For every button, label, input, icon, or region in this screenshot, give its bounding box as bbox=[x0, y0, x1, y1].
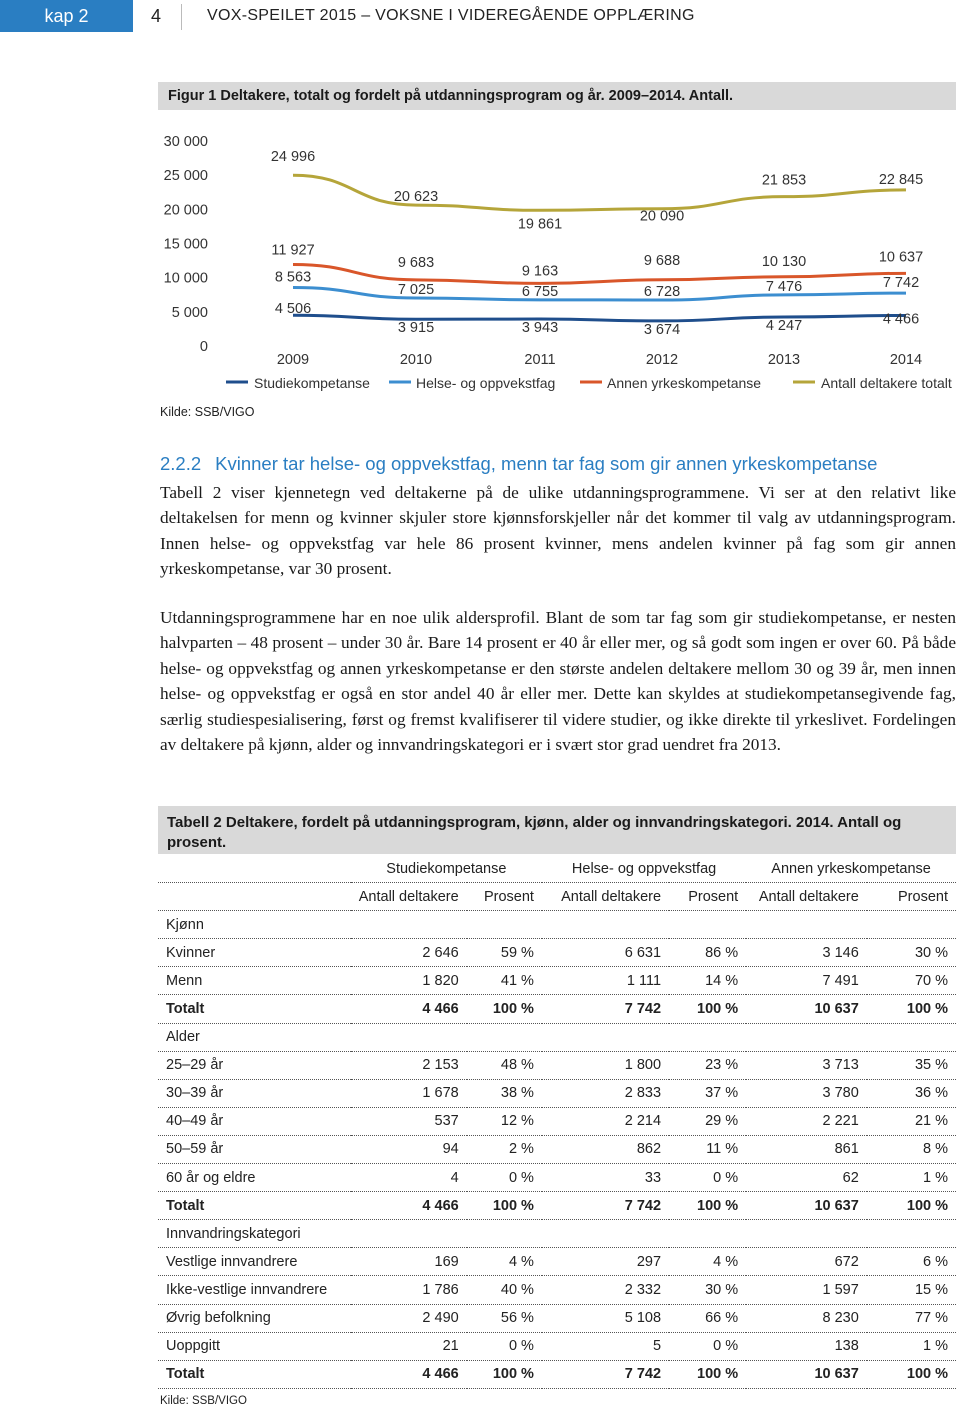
section-number: 2.2.2 bbox=[160, 453, 202, 474]
table-section-row bbox=[158, 1220, 956, 1248]
table-cell bbox=[467, 911, 542, 939]
table-cell: 86 % bbox=[669, 939, 746, 967]
table-cell: 38 % bbox=[467, 1079, 542, 1107]
header-divider bbox=[181, 4, 182, 30]
table-cell: 7 742 bbox=[542, 995, 669, 1023]
table-row bbox=[158, 1332, 956, 1360]
chapter-tab: kap 2 bbox=[0, 0, 133, 32]
table-cell bbox=[669, 1220, 746, 1248]
table-cell: 8 % bbox=[867, 1135, 956, 1163]
table-cell: 2 221 bbox=[746, 1107, 867, 1135]
table-cell: 0 % bbox=[467, 1164, 542, 1192]
table-cell: 169 bbox=[351, 1248, 467, 1276]
table-cell: 861 bbox=[746, 1135, 867, 1163]
table-cell: 1 786 bbox=[351, 1276, 467, 1304]
table-cell: 2 % bbox=[467, 1135, 542, 1163]
table-corner-cell bbox=[158, 883, 351, 911]
table-row bbox=[158, 1135, 956, 1163]
table-cell: 10 637 bbox=[746, 995, 867, 1023]
y-tick-label: 10 000 bbox=[163, 270, 208, 287]
table-title: Tabell 2 Deltakere, fordelt på utdanningsprogram, kjønn, alder og innvandringskategori. 2014. Antall og prosent. bbox=[158, 806, 956, 854]
table-cell: 23 % bbox=[669, 1051, 746, 1079]
data-label: 9 683 bbox=[397, 254, 435, 271]
table-cell: 1 597 bbox=[746, 1276, 867, 1304]
table-cell: 12 % bbox=[467, 1107, 542, 1135]
series-line bbox=[293, 287, 906, 300]
data-label: 6 755 bbox=[521, 283, 559, 300]
table-cell: 30 % bbox=[867, 939, 956, 967]
table-cell: 2 153 bbox=[351, 1051, 467, 1079]
legend-label: Studiekompetanse bbox=[254, 375, 370, 391]
page-number: 4 bbox=[151, 6, 162, 26]
table-cell: 11 % bbox=[669, 1135, 746, 1163]
legend-label: Helse- og oppvekstfag bbox=[416, 375, 556, 391]
table-cell bbox=[467, 1023, 542, 1051]
data-label: 20 623 bbox=[393, 189, 439, 206]
row-label: 50–59 år bbox=[158, 1135, 351, 1163]
table-cell: 77 % bbox=[867, 1304, 956, 1332]
table-cell: 672 bbox=[746, 1248, 867, 1276]
line-chart bbox=[0, 110, 960, 405]
table-cell: 100 % bbox=[867, 1360, 956, 1388]
sub-header: Prosent bbox=[467, 883, 542, 911]
row-label: 40–49 år bbox=[158, 1107, 351, 1135]
row-label: Vestlige innvandrere bbox=[158, 1248, 351, 1276]
data-label: 20 090 bbox=[639, 208, 685, 225]
table-cell: 2 646 bbox=[351, 939, 467, 967]
table-cell bbox=[542, 1023, 669, 1051]
data-label: 4 466 bbox=[882, 311, 920, 328]
table-cell: 29 % bbox=[669, 1107, 746, 1135]
data-label: 3 674 bbox=[643, 321, 681, 338]
data-label: 9 688 bbox=[643, 252, 681, 269]
table-cell bbox=[351, 911, 467, 939]
figure-source: Kilde: SSB/VIGO bbox=[160, 405, 255, 419]
table-row bbox=[158, 1079, 956, 1107]
table-cell: 2 833 bbox=[542, 1079, 669, 1107]
table-cell: 2 214 bbox=[542, 1107, 669, 1135]
data-label: 21 853 bbox=[761, 172, 807, 189]
y-tick-label: 0 bbox=[199, 339, 208, 355]
table-cell: 48 % bbox=[467, 1051, 542, 1079]
table-cell bbox=[867, 911, 956, 939]
table-cell bbox=[669, 1023, 746, 1051]
x-tick-label: 2011 bbox=[524, 352, 556, 368]
table-cell bbox=[351, 1023, 467, 1051]
data-label: 7 742 bbox=[882, 275, 920, 292]
table-cell: 5 bbox=[542, 1332, 669, 1360]
table-cell: 8 230 bbox=[746, 1304, 867, 1332]
table-cell: 14 % bbox=[669, 967, 746, 995]
table-total-row bbox=[158, 1360, 956, 1388]
table-cell: 21 % bbox=[867, 1107, 956, 1135]
y-tick-label: 5 000 bbox=[171, 304, 208, 321]
table-cell: 6 % bbox=[867, 1248, 956, 1276]
data-label: 24 996 bbox=[270, 149, 316, 166]
table-cell: 3 713 bbox=[746, 1051, 867, 1079]
table-cell bbox=[467, 1220, 542, 1248]
row-label: Alder bbox=[158, 1023, 351, 1051]
row-label: Totalt bbox=[158, 1360, 351, 1388]
data-label: 19 861 bbox=[517, 216, 563, 233]
table-cell: 1 % bbox=[867, 1164, 956, 1192]
row-label: 60 år og eldre bbox=[158, 1164, 351, 1192]
table-cell bbox=[542, 911, 669, 939]
table-cell: 21 bbox=[351, 1332, 467, 1360]
row-label: Øvrig befolkning bbox=[158, 1304, 351, 1332]
table-row bbox=[158, 1276, 956, 1304]
x-tick-label: 2013 bbox=[767, 352, 801, 368]
table-cell: 4 466 bbox=[351, 1192, 467, 1220]
table-cell: 0 % bbox=[669, 1332, 746, 1360]
table-cell: 1 678 bbox=[351, 1079, 467, 1107]
table-cell: 4 % bbox=[467, 1248, 542, 1276]
data-label: 11 927 bbox=[271, 242, 315, 259]
table-cell: 100 % bbox=[467, 1192, 542, 1220]
row-label: Menn bbox=[158, 967, 351, 995]
data-label: 9 163 bbox=[521, 263, 559, 280]
row-label: Kjønn bbox=[158, 911, 351, 939]
row-label: Kvinner bbox=[158, 939, 351, 967]
data-label: 10 130 bbox=[761, 253, 807, 270]
table-cell: 100 % bbox=[867, 995, 956, 1023]
table-cell: 70 % bbox=[867, 967, 956, 995]
table-cell: 7 491 bbox=[746, 967, 867, 995]
table-cell: 3 146 bbox=[746, 939, 867, 967]
table-corner-cell bbox=[158, 855, 351, 883]
data-label: 3 915 bbox=[397, 320, 435, 337]
sub-header: Prosent bbox=[867, 883, 956, 911]
table-cell: 15 % bbox=[867, 1276, 956, 1304]
table-cell: 4 % bbox=[669, 1248, 746, 1276]
legend-label: Annen yrkeskompetanse bbox=[607, 375, 762, 391]
sub-header: Antall deltakere bbox=[542, 883, 669, 911]
y-tick-label: 30 000 bbox=[163, 134, 208, 150]
section-heading bbox=[160, 453, 877, 475]
table-cell: 100 % bbox=[467, 995, 542, 1023]
row-label: Ikke-vestlige innvandrere bbox=[158, 1276, 351, 1304]
table-cell: 7 742 bbox=[542, 1192, 669, 1220]
table-cell: 1 % bbox=[867, 1332, 956, 1360]
table-row bbox=[158, 1304, 956, 1332]
table-cell bbox=[669, 911, 746, 939]
table-cell: 33 bbox=[542, 1164, 669, 1192]
legend-label: Antall deltakere totalt bbox=[821, 375, 952, 391]
data-label: 3 943 bbox=[521, 320, 559, 337]
table-cell: 35 % bbox=[867, 1051, 956, 1079]
x-tick-label: 2010 bbox=[399, 352, 433, 368]
row-label: Uoppgitt bbox=[158, 1332, 351, 1360]
table-cell: 297 bbox=[542, 1248, 669, 1276]
table-cell: 10 637 bbox=[746, 1360, 867, 1388]
table-cell: 4 466 bbox=[351, 995, 467, 1023]
table-cell: 100 % bbox=[669, 1192, 746, 1220]
table-cell: 56 % bbox=[467, 1304, 542, 1332]
table-cell bbox=[351, 1220, 467, 1248]
table-cell: 10 637 bbox=[746, 1192, 867, 1220]
table-cell: 7 742 bbox=[542, 1360, 669, 1388]
table-cell: 1 820 bbox=[351, 967, 467, 995]
section-heading-text: Kvinner tar helse- og oppvekstfag, menn tar fag som gir annen yrkeskompetanse bbox=[215, 453, 878, 474]
y-tick-label: 20 000 bbox=[163, 202, 208, 219]
row-label: Totalt bbox=[158, 995, 351, 1023]
table-cell: 94 bbox=[351, 1135, 467, 1163]
series-line bbox=[293, 264, 906, 283]
table-cell bbox=[746, 911, 867, 939]
table-cell: 537 bbox=[351, 1107, 467, 1135]
table-cell: 138 bbox=[746, 1332, 867, 1360]
table-section-row bbox=[158, 1023, 956, 1051]
y-tick-label: 25 000 bbox=[163, 168, 208, 185]
table-cell: 37 % bbox=[669, 1079, 746, 1107]
table-cell: 66 % bbox=[669, 1304, 746, 1332]
table-row bbox=[158, 1248, 956, 1276]
x-tick-label: 2012 bbox=[645, 352, 679, 368]
group-header: Annen yrkeskompetanse bbox=[746, 855, 956, 883]
table-cell: 4 bbox=[351, 1164, 467, 1192]
row-label: Innvandringskategori bbox=[158, 1220, 351, 1248]
table-cell: 862 bbox=[542, 1135, 669, 1163]
table-row bbox=[158, 967, 956, 995]
table-group-header-row bbox=[158, 855, 956, 883]
x-tick-label: 2009 bbox=[276, 352, 310, 368]
table-cell bbox=[867, 1023, 956, 1051]
data-label: 8 563 bbox=[274, 269, 312, 286]
table-cell: 41 % bbox=[467, 967, 542, 995]
table-row bbox=[158, 1107, 956, 1135]
data-label: 7 476 bbox=[765, 278, 803, 295]
table-total-row bbox=[158, 1192, 956, 1220]
table-cell: 2 490 bbox=[351, 1304, 467, 1332]
table-source: Kilde: SSB/VIGO bbox=[160, 1395, 247, 1407]
table-total-row bbox=[158, 995, 956, 1023]
table-cell: 4 466 bbox=[351, 1360, 467, 1388]
data-label: 4 506 bbox=[274, 301, 312, 318]
figure-title: Figur 1 Deltakere, totalt og fordelt på utdanningsprogram og år. 2009–2014. Antall. bbox=[158, 82, 956, 110]
row-label: 30–39 år bbox=[158, 1079, 351, 1107]
data-label: 4 247 bbox=[765, 317, 803, 334]
table-cell: 1 111 bbox=[542, 967, 669, 995]
table-row bbox=[158, 1051, 956, 1079]
group-header: Helse- og oppvekstfag bbox=[542, 855, 746, 883]
sub-header: Antall deltakere bbox=[351, 883, 467, 911]
running-title: VOX-SPEILET 2015 – VOKSNE I VIDEREGÅENDE OPPLÆRING bbox=[207, 7, 695, 24]
data-label: 7 025 bbox=[397, 281, 435, 298]
table-cell bbox=[542, 1220, 669, 1248]
series-line bbox=[293, 315, 906, 321]
table-cell: 0 % bbox=[669, 1164, 746, 1192]
sub-header: Prosent bbox=[669, 883, 746, 911]
table-section-row bbox=[158, 911, 956, 939]
table-subheader-row bbox=[158, 883, 956, 911]
row-label: Totalt bbox=[158, 1192, 351, 1220]
table-cell: 36 % bbox=[867, 1079, 956, 1107]
table-row bbox=[158, 939, 956, 967]
table-cell: 0 % bbox=[467, 1332, 542, 1360]
page-header bbox=[0, 0, 960, 34]
table-cell: 100 % bbox=[669, 1360, 746, 1388]
table-cell: 2 332 bbox=[542, 1276, 669, 1304]
table-cell: 5 108 bbox=[542, 1304, 669, 1332]
table-cell: 100 % bbox=[867, 1192, 956, 1220]
table-cell: 40 % bbox=[467, 1276, 542, 1304]
data-label: 6 728 bbox=[643, 284, 681, 301]
table-cell: 100 % bbox=[467, 1360, 542, 1388]
table-cell: 100 % bbox=[669, 995, 746, 1023]
table-cell: 1 800 bbox=[542, 1051, 669, 1079]
table-cell: 59 % bbox=[467, 939, 542, 967]
table-cell: 62 bbox=[746, 1164, 867, 1192]
sub-header: Antall deltakere bbox=[746, 883, 867, 911]
data-label: 10 637 bbox=[878, 249, 924, 266]
table-row bbox=[158, 1164, 956, 1192]
x-tick-label: 2014 bbox=[889, 352, 923, 368]
table-cell: 3 780 bbox=[746, 1079, 867, 1107]
data-label: 22 845 bbox=[878, 171, 924, 188]
table-cell bbox=[746, 1023, 867, 1051]
paragraph-1: Tabell 2 viser kjennetegn ved deltakerne på de ulike utdanningsprogrammene. Vi ser at den relativt like deltakelsen for menn og kvinner skjuler store kjønnsforskjeller når det kommer til valg av utdanningsprogram. Innen helse- og oppvekstfag var hele 86 prosent kvinner, mens andelen kvinner på fag som gir annen yrkeskompetanse, var 30 prosent. bbox=[160, 483, 956, 579]
row-label: 25–29 år bbox=[158, 1051, 351, 1079]
table-cell bbox=[867, 1220, 956, 1248]
table-cell: 30 % bbox=[669, 1276, 746, 1304]
table-cell bbox=[746, 1220, 867, 1248]
paragraph-2: Utdanningsprogrammene har en noe ulik aldersprofil. Blant de som tar fag som gir studiekompetanse, er nesten halvparten – 48 prosent – under 30 år. Bare 14 prosent er 40 år eller mer, og så godt som ingen er over 60. På både helse- og oppvekstfag og annen yrkeskompetanse er den største andelen deltakere mellom 30 og 39 år, men innen helse- og oppvekstfag er også en stor andel 40 år eller mer. Dette kan skyldes at studiekompetansegivende fag, særlig studiespesialisering, først og fremst kvalifiserer til videre studier, og ikke direkte til yrkeslivet. Fordelingen av deltakere på kjønn, alder og innvandringskategori er i svært stor grad uendret fra 2013. bbox=[160, 608, 956, 755]
group-header: Studiekompetanse bbox=[351, 855, 542, 883]
table-cell: 6 631 bbox=[542, 939, 669, 967]
data-table bbox=[158, 855, 956, 1389]
y-tick-label: 15 000 bbox=[163, 236, 208, 253]
